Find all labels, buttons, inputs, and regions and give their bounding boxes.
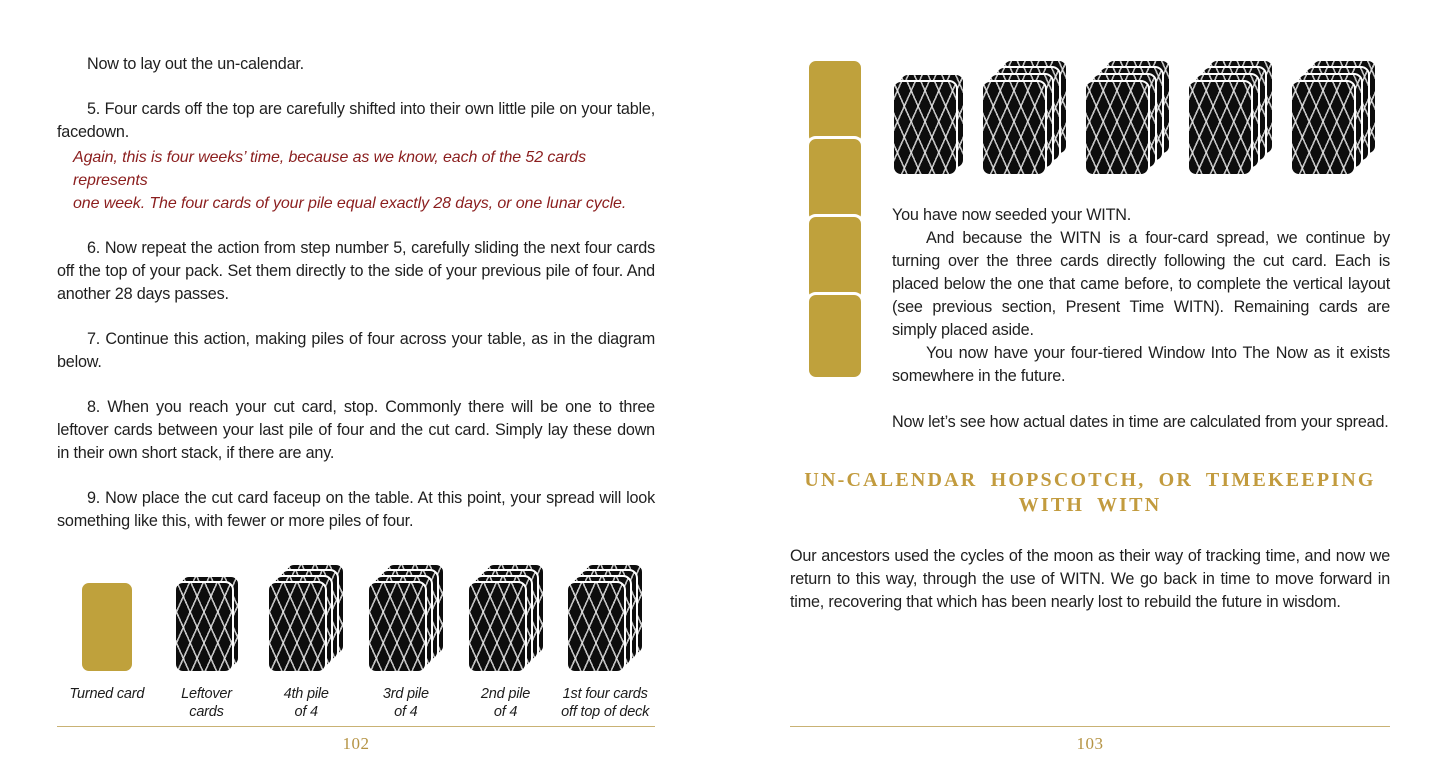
gold-card bbox=[806, 292, 864, 380]
witn-diagram bbox=[790, 58, 1390, 434]
card-back bbox=[566, 581, 626, 673]
right-page-footer bbox=[790, 726, 1390, 754]
note-line-2: one week. The four cards of your pile equal exactly 28 days, or one lunar cycle. bbox=[73, 195, 627, 212]
heading-line-2: WITH WITN bbox=[1018, 494, 1162, 516]
gold-card bbox=[806, 58, 864, 146]
turned-card-pile bbox=[80, 581, 134, 673]
pile-slot bbox=[174, 563, 240, 673]
card-back bbox=[367, 581, 427, 673]
paragraph-step-5: 5. Four cards off the top are carefully shifted into their own little pile on your table, facedown. bbox=[57, 100, 655, 141]
card-back-pile bbox=[1290, 59, 1377, 176]
turned-card bbox=[80, 581, 134, 673]
card-back-pile bbox=[892, 73, 965, 176]
wrapped-text-block bbox=[892, 204, 1390, 434]
spread-diagram bbox=[57, 563, 655, 721]
card-back bbox=[267, 581, 327, 673]
pile-label: Turned card bbox=[69, 686, 145, 702]
card-back bbox=[174, 581, 234, 673]
heading-line-1: UN-CALENDAR HOPSCOTCH, OR TIMEKEEPING bbox=[804, 469, 1376, 491]
paragraph-step-9: 9. Now place the cut card faceup on the table. At this point, your spread will look something like this, with fewer or more piles of four. bbox=[57, 489, 655, 530]
pile-column bbox=[157, 563, 257, 721]
paragraph-seeded: You have now seeded your WITN. bbox=[892, 206, 1132, 224]
pile-label: 4th pile of 4 bbox=[283, 686, 329, 720]
paragraph-intro: Now to lay out the un-calendar. bbox=[87, 55, 304, 73]
gold-card bbox=[806, 214, 864, 302]
card-back-pile bbox=[981, 59, 1068, 176]
left-page-footer bbox=[57, 726, 655, 754]
left-page bbox=[0, 0, 722, 774]
card-back-pile bbox=[267, 563, 345, 673]
pile-column bbox=[555, 563, 655, 721]
card-back bbox=[1290, 80, 1356, 176]
page-number: 103 bbox=[1076, 734, 1104, 753]
card-back-pile bbox=[367, 563, 445, 673]
italic-note bbox=[73, 146, 655, 215]
card-back bbox=[981, 80, 1047, 176]
card-back-pile bbox=[174, 575, 240, 673]
page-number: 102 bbox=[342, 734, 370, 753]
paragraph-because: And because the WITN is a four-card spread, we continue by turning over the three cards directly following the cut card. Each is placed below the one that came before, to complete the vertical layout (see previous section, Present Time WITN). Remaining cards are simply placed aside. bbox=[892, 229, 1390, 339]
pile-slot bbox=[566, 563, 644, 673]
pile-column bbox=[57, 563, 157, 721]
card-back bbox=[892, 80, 958, 176]
pile-label: 2nd pile of 4 bbox=[480, 686, 531, 720]
pile-column bbox=[456, 563, 556, 721]
card-back-pile bbox=[1187, 59, 1274, 176]
footer-rule bbox=[57, 726, 655, 727]
pile-slot bbox=[80, 563, 134, 673]
pile-slot bbox=[367, 563, 445, 673]
right-page bbox=[723, 0, 1445, 774]
paragraph-step-7: 7. Continue this action, making piles of four across your table, as in the diagram below. bbox=[57, 330, 655, 371]
card-back-pile bbox=[566, 563, 644, 673]
pile-column bbox=[256, 563, 356, 721]
pile-column bbox=[356, 563, 456, 721]
gold-card-column bbox=[806, 58, 864, 380]
gold-card bbox=[806, 136, 864, 224]
card-back-pile bbox=[1084, 59, 1171, 176]
right-column bbox=[892, 58, 1390, 434]
card-back bbox=[1187, 80, 1253, 176]
paragraph-ancestors: Our ancestors used the cycles of the moon as their way of tracking time, and now we return to this way, through the use of WITN. We go back in time to move forward in time, recovering that which has been nearly lost to rebuild the future in wisdom. bbox=[790, 547, 1390, 611]
paragraph-four-tiered: You now have your four-tiered Window Into The Now as it exists somewhere in the future. bbox=[892, 344, 1390, 385]
footer-rule bbox=[790, 726, 1390, 727]
section-heading bbox=[790, 468, 1390, 518]
pile-slot bbox=[267, 563, 345, 673]
paragraph-step-8: 8. When you reach your cut card, stop. Commonly there will be one to three leftover cards between your last pile of four and the cut card. Simply lay these down in their own short stack, if there are any. bbox=[57, 398, 655, 462]
card-back-pile bbox=[467, 563, 545, 673]
card-back bbox=[1084, 80, 1150, 176]
pile-slot bbox=[467, 563, 545, 673]
pile-label: Leftover cards bbox=[181, 686, 232, 720]
card-back bbox=[467, 581, 527, 673]
pile-label: 1st four cards off top of deck bbox=[561, 686, 650, 720]
paragraph-now-lets: Now let’s see how actual dates in time are calculated from your spread. bbox=[892, 413, 1389, 431]
pile-label: 3rd pile of 4 bbox=[382, 686, 429, 720]
card-piles-row bbox=[892, 58, 1390, 176]
paragraph-step-6: 6. Now repeat the action from step number 5, carefully sliding the next four cards off the top of your pack. Set them directly to the side of your previous pile of four. And another 28 days passes. bbox=[57, 239, 655, 303]
note-line-1: Again, this is four weeks’ time, because as we know, each of the 52 cards represents bbox=[73, 149, 586, 189]
